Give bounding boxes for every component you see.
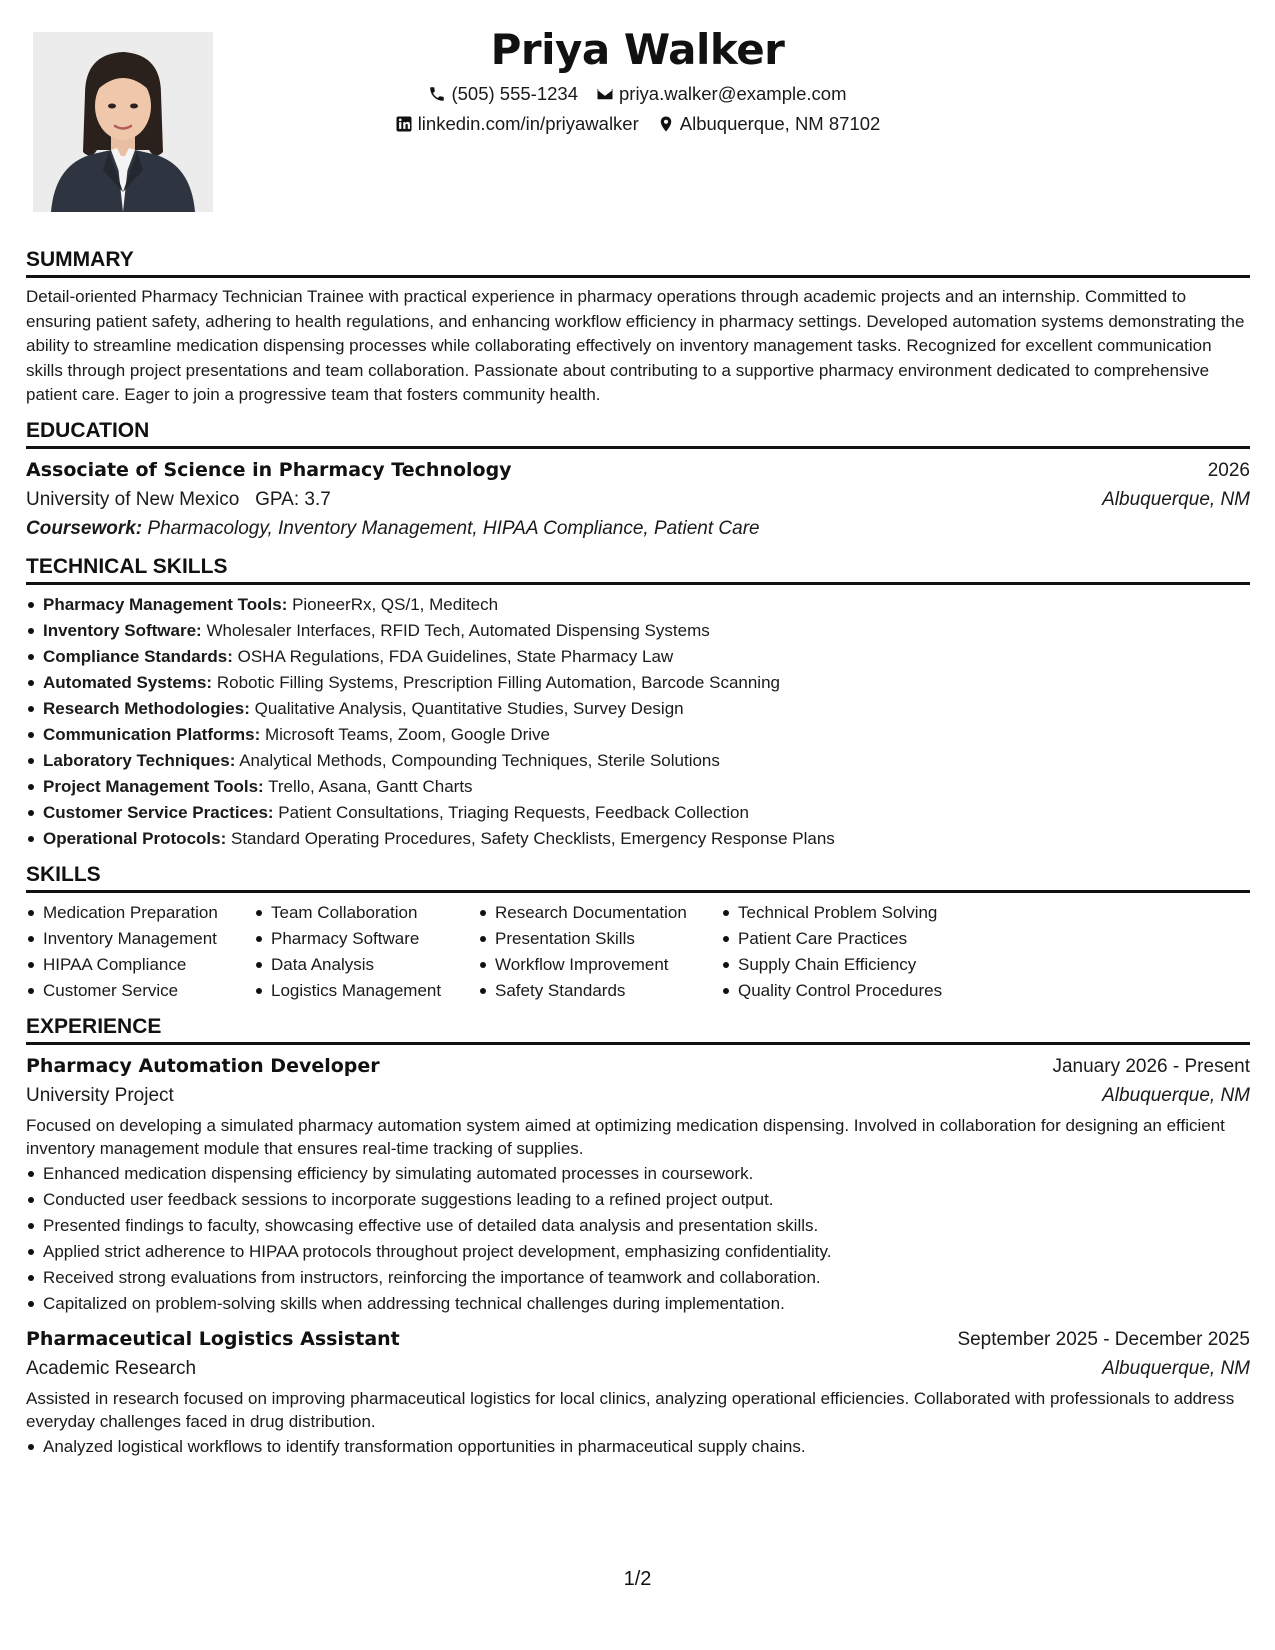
job-header [26, 1325, 1250, 1354]
skills-column [721, 900, 981, 1004]
job-dates: January 2026 - Present [1052, 1055, 1250, 1077]
list-item: Safety Standards [478, 978, 721, 1004]
skill-category: Laboratory Techniques: [43, 750, 236, 770]
email-address[interactable]: priya.walker@example.com [619, 83, 847, 104]
skill-values: Robotic Filling Systems, Prescription Filling Automation, Barcode Scanning [216, 672, 780, 692]
job-dates: September 2025 - December 2025 [957, 1328, 1250, 1350]
job-title: Pharmaceutical Logistics Assistant [26, 1327, 400, 1350]
skills-grid [26, 900, 1250, 1004]
phone-contact [428, 82, 578, 106]
list-item: Logistics Management [254, 978, 478, 1004]
job-bullets [26, 1434, 1250, 1460]
summary-text: Detail-oriented Pharmacy Technician Trainee with practical experience in pharmacy operations through academic projects and an internship. Committed to ensuring patient safety, adhering to health regulations, and enhancing workflow efficiency in pharmacy settings. Developed automation systems demonstrating the ability to streamline medication dispensing processes while collaborating effectively on inventory management tasks. Recognized for excellent communication skills through project presentations and team collaboration. Passionate about contributing to a supportive pharmacy environment dedicated to comprehensive patient care. Eager to join a progressive team that fosters community health. [26, 287, 1245, 404]
skill-values: OSHA Regulations, FDA Guidelines, State Pharmacy Law [237, 646, 674, 666]
summary-section [26, 247, 1250, 408]
job-description: Assisted in research focused on improving pharmaceutical logistics for local clinics, analyzing operational efficiencies. Collaborated with professionals to address everyday challenges faced in drug distribution. [26, 1388, 1235, 1431]
contact-line-2 [0, 112, 1275, 136]
list-item: Inventory Management [26, 926, 254, 952]
list-item: HIPAA Compliance [26, 952, 254, 978]
list-item [26, 696, 1250, 722]
list-item: Technical Problem Solving [721, 900, 981, 926]
location-contact [657, 112, 881, 136]
contact-line-1 [0, 82, 1275, 106]
skills-column [26, 900, 254, 1004]
list-item: Quality Control Procedures [721, 978, 981, 1004]
list-item: Conducted user feedback sessions to incorporate suggestions leading to a refined project output. [26, 1187, 1250, 1213]
envelope-icon [596, 85, 614, 103]
linkedin-url[interactable]: linkedin.com/in/priyawalker [417, 113, 639, 134]
email-contact[interactable] [596, 82, 847, 106]
job-subheader [26, 1081, 1250, 1110]
list-item: Pharmacy Software [254, 926, 478, 952]
skill-category: Project Management Tools: [43, 776, 264, 796]
skill-values: Analytical Methods, Compounding Techniques, Sterile Solutions [239, 750, 720, 770]
skill-values: Standard Operating Procedures, Safety Checklists, Emergency Response Plans [230, 828, 835, 848]
skill-values: Qualitative Analysis, Quantitative Studies, Survey Design [254, 698, 684, 718]
list-item [26, 618, 1250, 644]
linkedin-contact[interactable] [395, 112, 639, 136]
job-header [26, 1052, 1250, 1081]
coursework [26, 514, 1250, 544]
job-location: Albuquerque, NM [1102, 1357, 1250, 1379]
skill-category: Compliance Standards: [43, 646, 233, 666]
technical-skills-section [26, 554, 1250, 852]
list-item: Patient Care Practices [721, 926, 981, 952]
section-title-skills: SKILLS [26, 862, 1250, 893]
education-row-2 [26, 485, 1250, 514]
school-info [26, 485, 331, 514]
job-subheader [26, 1354, 1250, 1383]
skills-section [26, 862, 1250, 1004]
technical-skills-list [26, 592, 1250, 852]
list-item: Presented findings to faculty, showcasing effective use of detailed data analysis and presentation skills. [26, 1213, 1250, 1239]
list-item: Medication Preparation [26, 900, 254, 926]
page-number: 1/2 [623, 1568, 652, 1590]
linkedin-icon [395, 115, 413, 133]
job-organization: University Project [26, 1084, 174, 1106]
section-title-summary: SUMMARY [26, 247, 1250, 278]
school-name: University of New Mexico [26, 488, 240, 510]
job-title: Pharmacy Automation Developer [26, 1054, 380, 1077]
job-location: Albuquerque, NM [1102, 1084, 1250, 1106]
job-organization: Academic Research [26, 1357, 197, 1379]
resume-body [26, 247, 1250, 1470]
skills-column [478, 900, 721, 1004]
skill-values: Trello, Asana, Gantt Charts [268, 776, 473, 796]
list-item: Customer Service [26, 978, 254, 1004]
list-item: Capitalized on problem-solving skills when addressing technical challenges during implementation. [26, 1291, 1250, 1317]
list-item: Enhanced medication dispensing efficiency by simulating automated processes in coursework. [26, 1161, 1250, 1187]
list-item: Supply Chain Efficiency [721, 952, 981, 978]
skill-values: Wholesaler Interfaces, RFID Tech, Automated Dispensing Systems [206, 620, 710, 640]
gpa: GPA: 3.7 [255, 488, 331, 510]
skill-category: Communication Platforms: [43, 724, 261, 744]
skill-category: Inventory Software: [43, 620, 202, 640]
skill-category: Research Methodologies: [43, 698, 250, 718]
list-item: Team Collaboration [254, 900, 478, 926]
phone-icon [428, 85, 446, 103]
list-item [26, 800, 1250, 826]
list-item [26, 774, 1250, 800]
list-item: Workflow Improvement [478, 952, 721, 978]
skill-category: Operational Protocols: [43, 828, 227, 848]
skill-category: Pharmacy Management Tools: [43, 594, 288, 614]
graduation-year: 2026 [1207, 459, 1250, 481]
skill-category: Automated Systems: [43, 672, 213, 692]
skill-values: PioneerRx, QS/1, Meditech [292, 594, 499, 614]
section-title-technical-skills: TECHNICAL SKILLS [26, 554, 1250, 585]
school-location: Albuquerque, NM [1102, 488, 1250, 510]
section-title-education: EDUCATION [26, 418, 1250, 449]
experience-entry [26, 1052, 1250, 1317]
list-item [26, 826, 1250, 852]
coursework-label: Coursework: [26, 517, 143, 539]
list-item [26, 592, 1250, 618]
list-item [26, 644, 1250, 670]
list-item: Analyzed logistical workflows to identify transformation opportunities in pharmaceutical supply chains. [26, 1434, 1250, 1460]
map-pin-icon [657, 115, 675, 133]
education-row-1 [26, 456, 1250, 485]
list-item [26, 748, 1250, 774]
skill-values: Patient Consultations, Triaging Requests, Feedback Collection [278, 802, 749, 822]
list-item [26, 670, 1250, 696]
experience-entry [26, 1325, 1250, 1460]
section-title-experience: EXPERIENCE [26, 1014, 1250, 1045]
experience-section [26, 1014, 1250, 1460]
list-item: Data Analysis [254, 952, 478, 978]
location-text: Albuquerque, NM 87102 [679, 113, 881, 134]
list-item: Applied strict adherence to HIPAA protocols throughout project development, emphasizing confidentiality. [26, 1239, 1250, 1265]
degree-title: Associate of Science in Pharmacy Technology [26, 458, 512, 481]
list-item [26, 722, 1250, 748]
education-section [26, 418, 1250, 544]
list-item: Presentation Skills [478, 926, 721, 952]
candidate-name: Priya Walker [490, 25, 785, 74]
job-bullets [26, 1161, 1250, 1317]
skill-category: Customer Service Practices: [43, 802, 274, 822]
skills-column [254, 900, 478, 1004]
job-description: Focused on developing a simulated pharmacy automation system aimed at optimizing medication dispensing. Involved in collaboration for designing an efficient inventory management module that ensures real-time tracking of supplies. [26, 1115, 1225, 1158]
list-item: Research Documentation [478, 900, 721, 926]
coursework-list: Pharmacology, Inventory Management, HIPAA Compliance, Patient Care [147, 517, 760, 539]
list-item: Received strong evaluations from instructors, reinforcing the importance of teamwork and collaboration. [26, 1265, 1250, 1291]
phone-number: (505) 555-1234 [451, 83, 578, 104]
resume-header [0, 24, 1275, 136]
skill-values: Microsoft Teams, Zoom, Google Drive [264, 724, 550, 744]
